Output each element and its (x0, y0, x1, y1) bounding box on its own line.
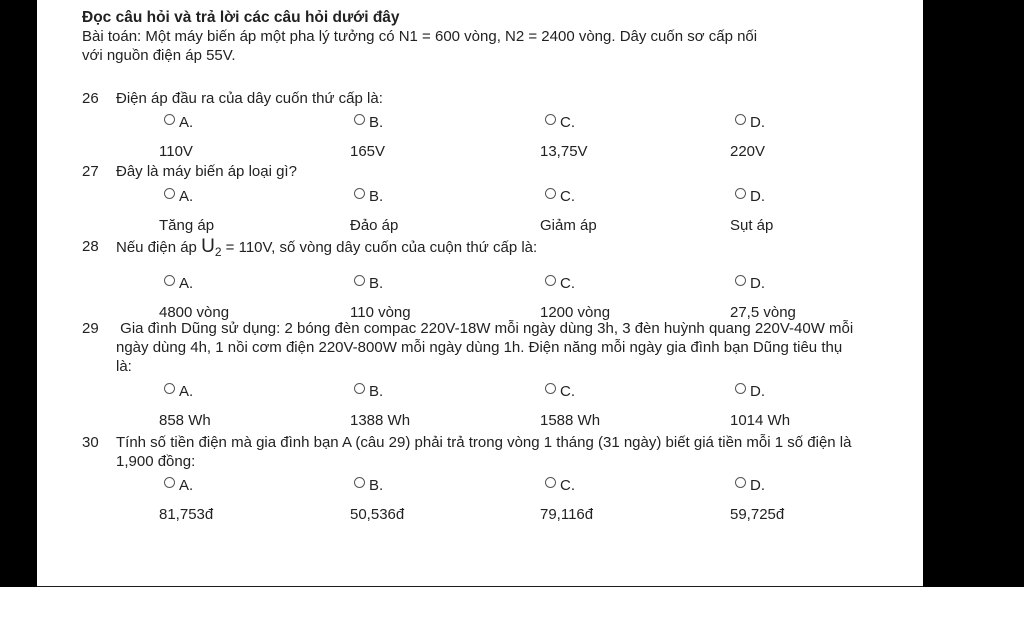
left-dark-margin (0, 0, 37, 587)
option-row (82, 476, 912, 495)
option-d[interactable]: D. (735, 187, 765, 206)
instructions-heading: Đọc câu hỏi và trả lời các câu hỏi dưới đây (82, 9, 400, 26)
question-number: 30 (82, 434, 99, 451)
answer-a: 81,753đ (159, 506, 214, 523)
radio-button[interactable] (545, 188, 556, 199)
page-bottom-border (37, 586, 923, 587)
option-d[interactable]: D. (735, 113, 765, 132)
answer-a: 110V (159, 143, 193, 160)
option-a[interactable]: A. (164, 113, 193, 132)
option-a[interactable]: A. (164, 187, 193, 206)
voltage-subscript: 2 (214, 245, 222, 259)
answer-c: 13,75V (540, 143, 588, 160)
answer-b: 165V (350, 143, 386, 160)
answer-b: 110 vòng (350, 304, 411, 321)
radio-button[interactable] (735, 477, 746, 488)
answer-d: 59,725đ (730, 506, 785, 523)
radio-button[interactable] (164, 188, 175, 199)
radio-button[interactable] (545, 275, 556, 286)
question-number: 29 (82, 320, 99, 337)
voltage-symbol: U (201, 236, 215, 257)
right-dark-margin (923, 0, 1024, 587)
option-b[interactable]: B. (354, 187, 383, 206)
answer-b: 1388 Wh (350, 412, 411, 429)
radio-button[interactable] (354, 275, 365, 286)
problem-statement (82, 27, 802, 65)
option-b[interactable]: B. (354, 476, 383, 495)
answer-d: 1014 Wh (730, 412, 791, 429)
option-row (82, 274, 912, 293)
answer-b: 50,536đ (350, 506, 405, 523)
radio-button[interactable] (545, 383, 556, 394)
option-c[interactable]: C. (545, 113, 575, 132)
option-b[interactable]: B. (354, 274, 383, 293)
option-c[interactable]: C. (545, 187, 575, 206)
radio-button[interactable] (354, 383, 365, 394)
answer-row (82, 505, 912, 524)
answer-d: 27,5 vòng (730, 304, 796, 321)
answer-d: 220V (730, 143, 766, 160)
question-text: Đây là máy biến áp loại gì? (116, 163, 297, 180)
option-c[interactable]: C. (545, 476, 575, 495)
radio-button[interactable] (164, 275, 175, 286)
answer-c: 1200 vòng (540, 304, 611, 321)
problem-statement-line-2: với nguồn điện áp 55V. (82, 47, 236, 64)
option-d[interactable]: D. (735, 274, 765, 293)
radio-button[interactable] (354, 114, 365, 125)
option-row (82, 382, 912, 401)
option-c[interactable]: C. (545, 274, 575, 293)
question-number: 28 (82, 238, 99, 255)
answer-d: Sụt áp (730, 217, 774, 234)
radio-button[interactable] (354, 477, 365, 488)
answer-row (82, 216, 912, 235)
radio-button[interactable] (164, 114, 175, 125)
option-b[interactable]: B. (354, 382, 383, 401)
answer-a: Tăng áp (159, 217, 215, 234)
option-d[interactable]: D. (735, 476, 765, 495)
question-text: Điện áp đầu ra của dây cuốn thứ cấp là: (116, 90, 383, 107)
option-row (82, 113, 912, 132)
question-number: 26 (82, 90, 99, 107)
answer-a: 4800 vòng (159, 304, 230, 321)
radio-button[interactable] (735, 114, 746, 125)
answer-c: 1588 Wh (540, 412, 601, 429)
radio-button[interactable] (735, 188, 746, 199)
answer-c: 79,116đ (540, 506, 594, 523)
radio-button[interactable] (164, 477, 175, 488)
option-b[interactable]: B. (354, 113, 383, 132)
radio-button[interactable] (545, 114, 556, 125)
question-text: Nếu điện áp $U_2 = 110V$, số vòng dây cuốn của cuộn thứ cấp là: (116, 236, 538, 259)
option-a[interactable]: A. (164, 382, 193, 401)
answer-a: 858 Wh (159, 412, 211, 429)
problem-statement-line-1: Bài toán: Một máy biến áp một pha lý tưởng có N1 = 600 vòng, N2 = 2400 vòng. Dây cuốn sơ cấp nối (82, 28, 758, 45)
question-text: Gia đình Dũng sử dụng: 2 bóng đèn compac 220V-18W mỗi ngày dùng 3h, 3 đèn huỳnh quang 220V-40W mỗi ngày dùng 4h, 1 nồi cơm điện 220V-800W mỗi ngày dùng 1h. Điện năng mỗi ngày gia đình bạn Dũng tiêu thụ là: (116, 320, 854, 375)
option-d[interactable]: D. (735, 382, 765, 401)
answer-c: Giảm áp (540, 217, 597, 234)
answer-row (82, 411, 912, 430)
option-c[interactable]: C. (545, 382, 575, 401)
radio-button[interactable] (735, 275, 746, 286)
question-text: Tính số tiền điện mà gia đình bạn A (câu 29) phải trả trong vòng 1 tháng (31 ngày) biết giá tiền mỗi 1 số điện là 1,900 đồng: (116, 434, 852, 470)
radio-button[interactable] (164, 383, 175, 394)
radio-button[interactable] (735, 383, 746, 394)
radio-button[interactable] (354, 188, 365, 199)
option-a[interactable]: A. (164, 274, 193, 293)
answer-row (82, 142, 912, 161)
option-a[interactable]: A. (164, 476, 193, 495)
radio-button[interactable] (545, 477, 556, 488)
option-row (82, 187, 912, 206)
answer-b: Đảo áp (350, 217, 399, 234)
question-number: 27 (82, 163, 99, 180)
quiz-content (82, 6, 912, 523)
